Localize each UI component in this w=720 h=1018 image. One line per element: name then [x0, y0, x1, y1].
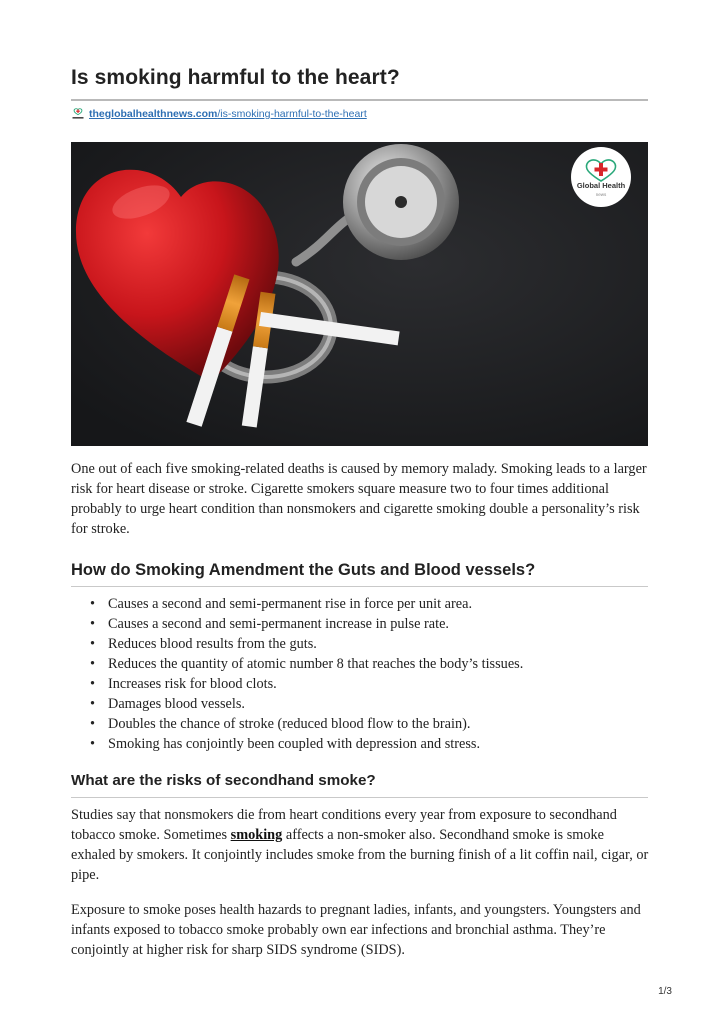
title-divider: [71, 99, 648, 101]
logo-text-main: Global Health: [576, 181, 626, 190]
source-domain: theglobalhealthnews.com: [89, 108, 218, 120]
logo-text-sub: news: [595, 192, 607, 197]
smoking-link[interactable]: smoking: [230, 827, 283, 843]
page-title: Is smoking harmful to the heart?: [71, 66, 400, 89]
list-item: • Smoking has conjointly been coupled with depression and stress.: [90, 736, 481, 752]
secondhand-paragraph-1: Studies say that nonsmokers die from heart conditions every year from exposure to secondhand tobacco smoke. Sometimes smoking affects a non-smoker also. Secondhand smoke is smoke exhaled by smokers. It conjointly includes smoke from the burning finish of a lit coffin nail, cigar, or pipe.: [71, 807, 649, 883]
source-link[interactable]: [89, 108, 367, 120]
secondhand-paragraph-2: Exposure to smoke poses health hazards to pregnant ladies, infants, and youngsters. Youngsters and infants exposed to tobacco smoke probably own ear infections and bronchial asthma. They’re conjointly at higher risk for sharp SIDS syndrome (SIDS).: [71, 902, 641, 958]
site-favicon-icon: [71, 107, 85, 121]
section1-heading: How do Smoking Amendment the Guts and Blood vessels?: [71, 561, 536, 579]
section2-divider: [71, 797, 648, 798]
list-item: • Reduces the quantity of atomic number 8 that reaches the body’s tissues.: [90, 656, 524, 672]
section2-heading: What are the risks of secondhand smoke?: [71, 772, 376, 789]
list-item: • Causes a second and semi-permanent rise in force per unit area.: [90, 596, 473, 612]
list-item: • Increases risk for blood clots.: [90, 676, 277, 692]
list-item: • Reduces blood results from the guts.: [90, 636, 317, 652]
list-item: • Damages blood vessels.: [90, 696, 245, 712]
section1-divider: [71, 586, 648, 587]
source-path: /is-smoking-harmful-to-the-heart: [217, 108, 367, 120]
list-item: • Doubles the chance of stroke (reduced blood flow to the brain).: [90, 716, 471, 732]
risk-bullet-list: [90, 594, 523, 754]
hero-image: [71, 142, 648, 446]
source-line: [71, 106, 367, 122]
intro-paragraph: One out of each five smoking-related deaths is caused by memory malady. Smoking leads to a larger risk for heart disease or stroke. Cigarette smokers square measure two to four times additional probably to urge heart condition than nonsmokers and cigarette smoking double a personality’s risk for stroke.: [71, 461, 647, 537]
page-number: 1/3: [658, 986, 672, 997]
list-item: • Causes a second and semi-permanent increase in pulse rate.: [90, 616, 450, 632]
